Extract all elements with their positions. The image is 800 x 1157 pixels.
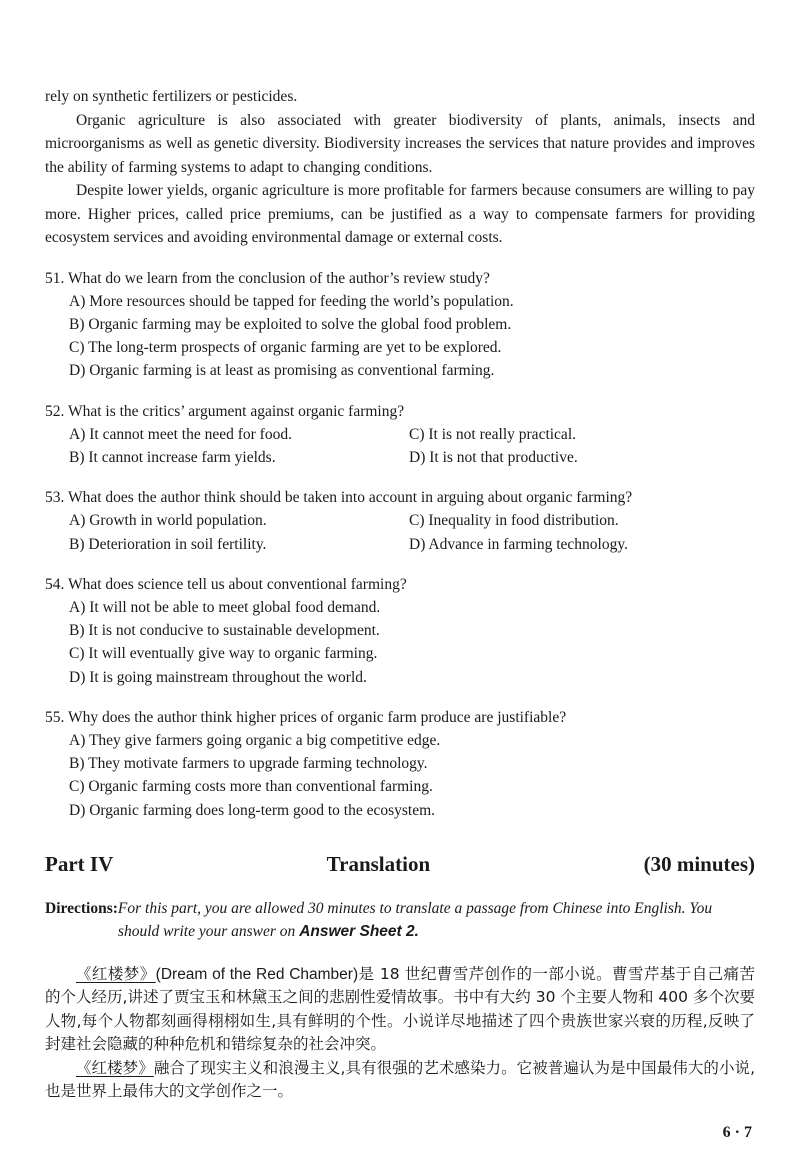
- option-b: B) They motivate farmers to upgrade farming technology.: [69, 755, 428, 773]
- answer-sheet-ref: Answer Sheet 2.: [299, 922, 419, 940]
- option-c: C) Inequality in food distribution.: [409, 512, 619, 530]
- chinese-paragraph: [45, 963, 755, 1057]
- book-title: 《红楼梦》: [76, 1058, 154, 1077]
- options-grid: [45, 509, 755, 555]
- chinese-paragraph: [45, 1057, 755, 1104]
- option-b: B) It is not conducive to sustainable development.: [69, 622, 380, 640]
- question-stem: 53. What does the author think should be taken into account in arguing about organic farming?: [45, 489, 633, 507]
- passage-paragraph: Organic agriculture is also associated with greater biodiversity of plants, animals, insects and microorganisms as well as genetic diversity. Biodiversity increases the services that nature provides and improves the ability of farming systems to adapt to changing conditions.: [45, 111, 755, 176]
- question-52: [45, 400, 755, 470]
- part-header: [45, 852, 755, 877]
- passage-fragment: rely on synthetic fertilizers or pesticides.: [45, 88, 298, 105]
- directions-body: For this part, you are allowed 30 minutes to translate a passage from Chinese into English. You should write your answer on: [117, 899, 713, 940]
- option-d: D) It is going mainstream throughout the world.: [69, 668, 367, 686]
- option-d: D) Organic farming does long-term good to the ecosystem.: [69, 801, 436, 819]
- page-number: 6 · 7: [722, 1124, 752, 1141]
- directions-text: [118, 897, 755, 943]
- option-a: A) Growth in world population.: [69, 512, 267, 530]
- question-stem: 52. What is the critics’ argument against organic farming?: [45, 402, 405, 420]
- option-d: D) Organic farming is at least as promising as conventional farming.: [69, 362, 495, 380]
- book-english-title: (Dream of the Red Chamber): [155, 965, 359, 983]
- book-title: 《红楼梦》: [76, 964, 156, 983]
- options-grid: [45, 423, 755, 469]
- option-b: B) Organic farming may be exploited to solve the global food problem.: [69, 315, 512, 333]
- question-stem: 55. Why does the author think higher prices of organic farm produce are justifiable?: [45, 708, 567, 726]
- option-d: D) Advance in farming technology.: [409, 535, 628, 553]
- option-c: C) The long-term prospects of organic farming are yet to be explored.: [69, 339, 502, 357]
- option-b: B) Deterioration in soil fertility.: [69, 535, 267, 553]
- option-b: B) It cannot increase farm yields.: [69, 448, 276, 466]
- option-c: C) It will eventually give way to organic farming.: [69, 645, 378, 663]
- option-d: D) It is not that productive.: [409, 448, 578, 466]
- option-a: A) More resources should be tapped for feeding the world’s population.: [69, 292, 514, 310]
- option-c: C) It is not really practical.: [409, 425, 576, 443]
- passage-paragraph: Despite lower yields, organic agriculture is more profitable for farmers because consumers are willing to pay more. Higher prices, called price premiums, can be justified as a way to compensate farmers for providing ecosystem services and avoiding environmental damage or external costs.: [45, 182, 755, 246]
- option-a: A) It will not be able to meet global food demand.: [69, 598, 381, 616]
- question-stem: 54. What does science tell us about conventional farming?: [45, 575, 407, 593]
- option-c: C) Organic farming costs more than conventional farming.: [69, 778, 433, 796]
- directions-label: Directions:: [45, 899, 118, 917]
- part-time: (30 minutes): [643, 851, 755, 876]
- question-54: [45, 573, 755, 689]
- directions: [45, 897, 755, 943]
- part-label: Part IV: [45, 851, 114, 876]
- option-a: A) They give farmers going organic a big competitive edge.: [69, 731, 441, 749]
- option-a: A) It cannot meet the need for food.: [69, 425, 292, 443]
- part-title: Translation: [326, 851, 431, 876]
- chinese-passage: [45, 963, 755, 1104]
- paragraph-text: 是 18 世纪曹雪芹创作的一部小说。曹雪芹基于自己痛苦的个人经历,讲述了贾宝玉和林黛玉之间的悲剧性爱情故事。书中有大约 30 个主要人物和 400 多个次要人物,每个人物都刻画得栩栩如生,具有鲜明的个性。小说详尽地描述了四个贵族世家兴衰的历程,反映了封建社会隐藏的种种危机和错综复杂的社会冲突。: [45, 964, 755, 1054]
- paragraph-text: 融合了现实主义和浪漫主义,具有很强的艺术感染力。它被普遍认为是中国最伟大的小说,也是世界上最伟大的文学创作之一。: [45, 1058, 755, 1101]
- question-stem: 51. What do we learn from the conclusion of the author’s review study?: [45, 269, 490, 287]
- question-55: [45, 706, 755, 822]
- question-53: [45, 486, 755, 556]
- question-51: [45, 267, 755, 383]
